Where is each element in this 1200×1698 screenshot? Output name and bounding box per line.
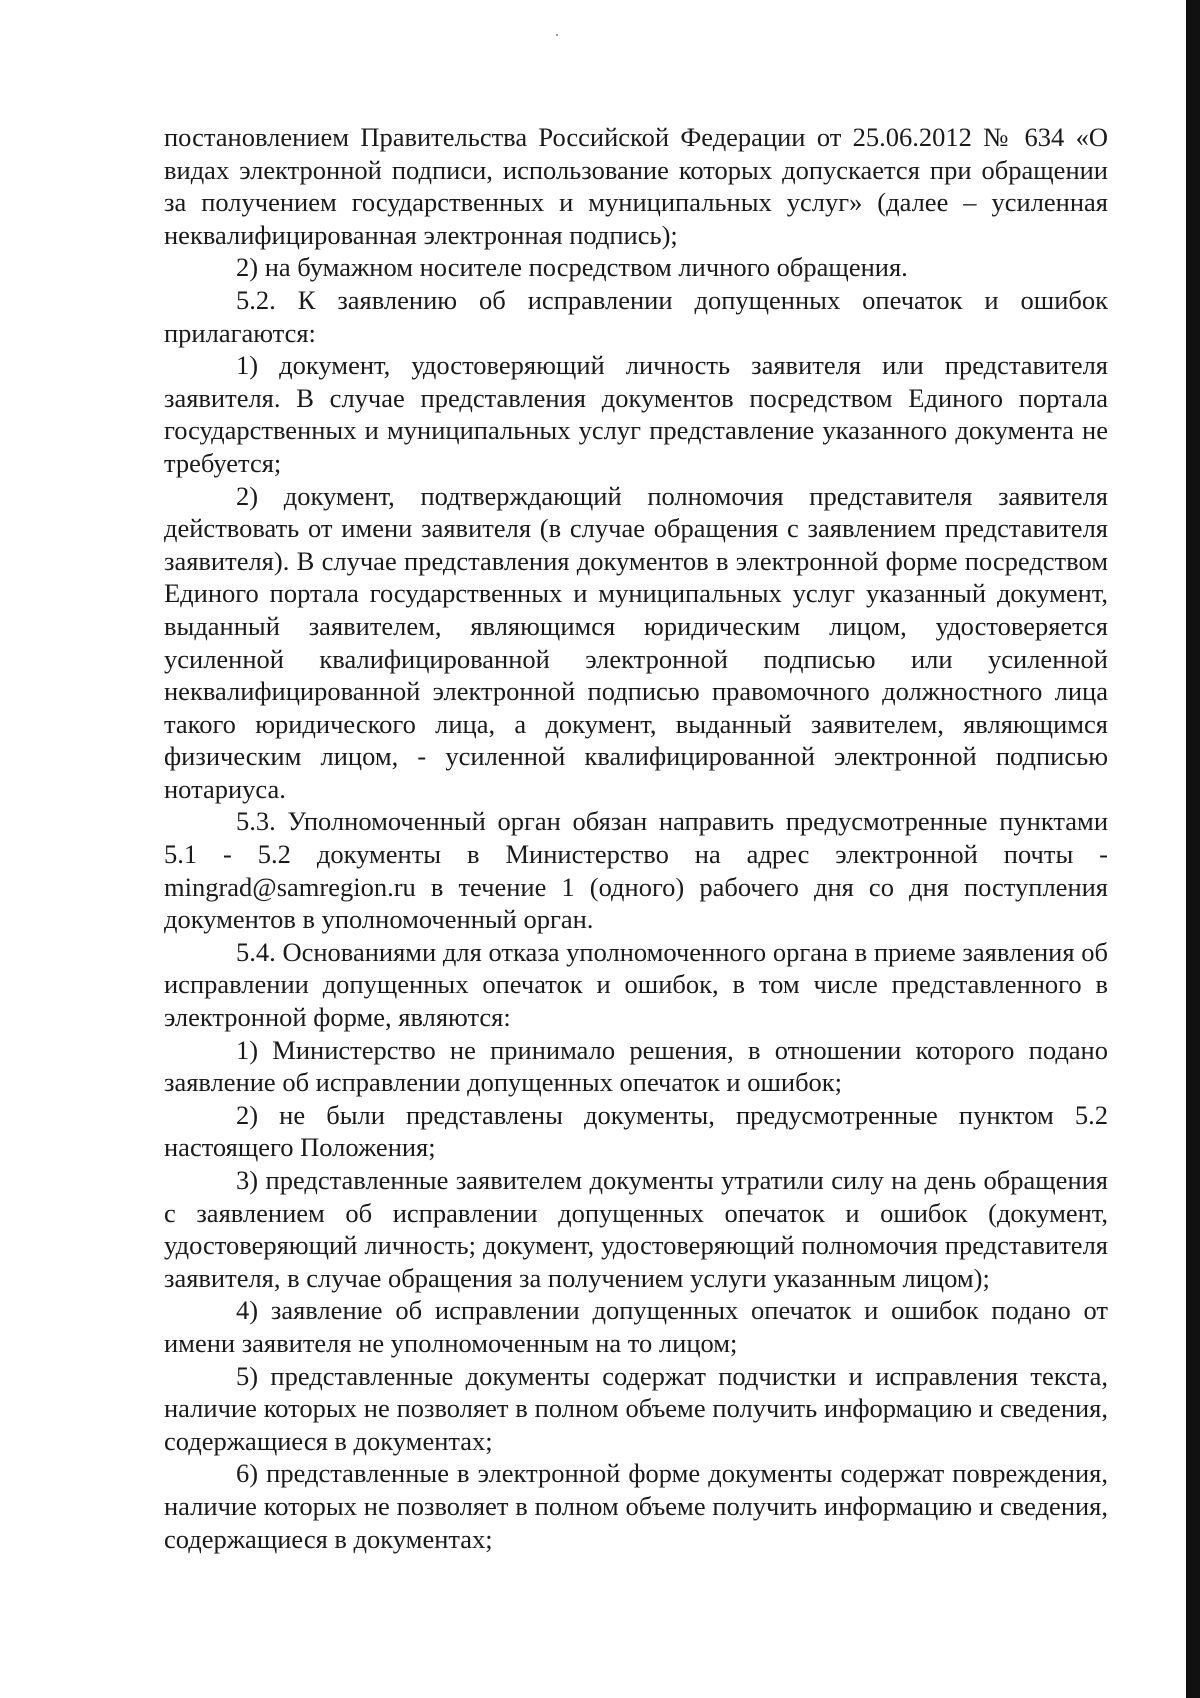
paragraph-5-4: 5.4. Основаниями для отказа уполномоченного органа в приеме заявления об исправлении допущенных опечаток и ошибок, в том числе представленного в электронной форме, являются: [164, 936, 1108, 1033]
paragraph-5-4-item-2: 2) не были представлены документы, предусмотренные пунктом 5.2 настоящего Положения; [164, 1099, 1108, 1163]
paragraph-5-4-item-6: 6) представленные в электронной форме документы содержат повреждения, наличие которых не позволяет в полном объеме получить информацию и сведения, содержащиеся в документах; [164, 1458, 1108, 1554]
paragraph-5-4-item-3: 3) представленные заявителем документы утратили силу на день обращения с заявлением об исправлении допущенных опечаток и ошибок (документ, удостоверяющий личность; документ, удостоверяющий полномочия представителя заявителя, в случае обращения за получением услуги указанным лицом); [164, 1165, 1108, 1293]
scan-speck [556, 34, 558, 36]
paragraph-5-4-item-4: 4) заявление об исправлении допущенных опечаток и ошибок подано от имени заявителя не уполномоченным на то лицом; [164, 1295, 1108, 1358]
paragraph-5-2: 5.2. К заявлению об исправлении допущенных опечаток и ошибок прилагаются: [164, 284, 1108, 348]
document-body [164, 121, 1108, 1555]
paragraph-5-4-item-5: 5) представленные документы содержат подчистки и исправления текста, наличие которых не позволяет в полном объеме получить информацию и сведения, содержащиеся в документах; [164, 1360, 1108, 1456]
paragraph-5-2-item-2: 2) документ, подтверждающий полномочия представителя заявителя действовать от имени заявителя (в случае обращения с заявлением представителя заявителя). В случае представления документов в электронной форме посредством Единого портала государственных и муниципальных услуг указанный документ, выданный заявителем, являющимся юридическим лицом, удостоверяется усиленной квалифицированной электронной подписью или усиленной неквалифицированной электронной подписью правомочного должностного лица такого юридического лица, а документ, выданный заявителем, являющимся физическим лицом, - усиленной квалифицированной электронной подписью нотариуса. [164, 480, 1108, 804]
paragraph-5-2-item-1: 1) документ, удостоверяющий личность заявителя или представителя заявителя. В случае представления документов посредством Единого портала государственных и муниципальных услуг представление указанного документа не требуется; [164, 350, 1108, 478]
paragraph-continuation: постановлением Правительства Российской Федерации от 25.06.2012 № 634 «О видах электронной подписи, использование которых допускается при обращении за получением государственных и муниципальных услуг» (далее – усиленная неквалифицированная электронная подпись); [164, 122, 1108, 250]
paragraph-5-1-item-2: 2) на бумажном носителе посредством личного обращения. [236, 252, 908, 283]
paragraph-5-3: 5.3. Уполномоченный орган обязан направить предусмотренные пунктами 5.1 - 5.2 документы в Министерство на адрес электронной почты - mingrad@samregion.ru в течение 1 (одного) рабочего дня со дня поступления документов в уполномоченный орган. [164, 806, 1108, 935]
paragraph-5-4-item-1: 1) Министерство не принимало решения, в отношении которого подано заявление об исправлении допущенных опечаток и ошибок; [164, 1034, 1108, 1098]
scan-edge-border [1186, 0, 1200, 1698]
